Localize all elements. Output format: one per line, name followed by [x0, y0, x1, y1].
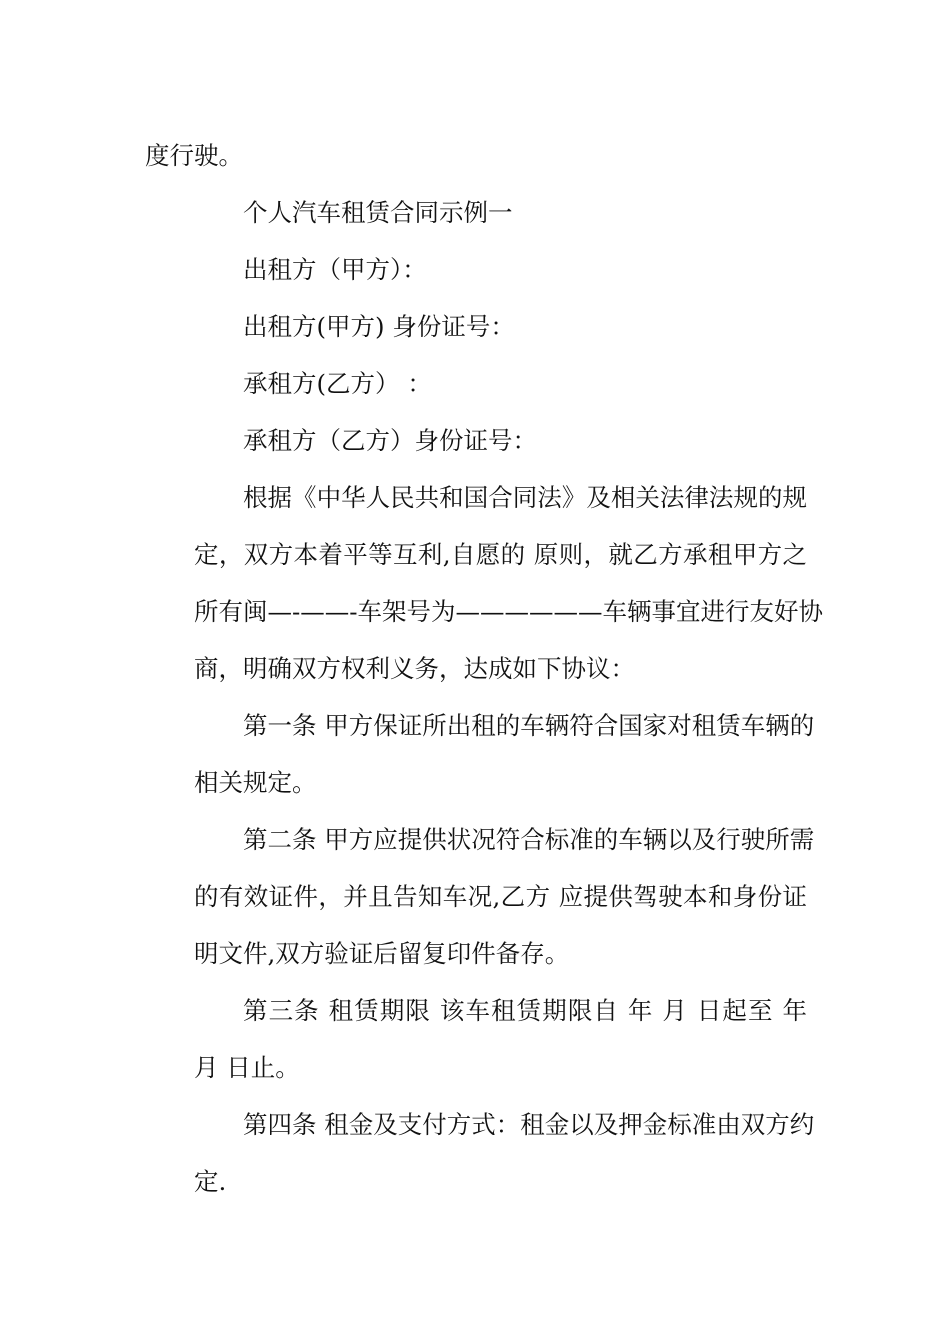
text-line: 承租方（乙方）身份证号：: [243, 426, 537, 455]
text-line: 月 日止。: [194, 1053, 300, 1082]
document-body: [145, 127, 824, 1210]
article-2: [145, 811, 815, 982]
paragraph-continuation: [145, 127, 807, 184]
text-line: 出租方(甲方) 身份证号：: [243, 312, 515, 341]
preamble-paragraph: [145, 469, 824, 697]
text-line: 根据《中华人民共和国合同法》及相关法律法规的规: [243, 483, 807, 512]
text-line: 所有闽—-——-车架号为——————车辆事宜进行友好协: [194, 597, 824, 626]
text-line: 个人汽车租赁合同示例一: [243, 198, 513, 227]
text-line: 第四条 租金及支付方式：租金以及押金标准由双方约: [243, 1110, 815, 1139]
text-line: 第一条 甲方保证所出租的车辆符合国家对租赁车辆的: [243, 711, 815, 740]
lessor-field: [145, 241, 807, 298]
text-line: 第三条 租赁期限 该车租赁期限自 年 月 日起至 年: [243, 996, 807, 1025]
text-line: 相关规定。: [194, 768, 317, 797]
contract-title: [145, 184, 807, 241]
text-line: 的有效证件，并且告知车况,乙方 应提供驾驶本和身份证: [194, 882, 807, 911]
text-line: 定.: [194, 1167, 227, 1196]
text-line: 出租方（甲方）：: [243, 255, 427, 284]
article-1: [145, 697, 815, 811]
lessee-field: [145, 355, 807, 412]
article-3: [145, 982, 807, 1096]
lessee-id-field: [145, 412, 807, 469]
text-line: 商，明确双方权利义务，达成如下协议：: [194, 654, 635, 683]
article-4: [145, 1096, 815, 1210]
text-line: 承租方(乙方） ：: [243, 369, 432, 398]
text-line: 第二条 甲方应提供状况符合标准的车辆以及行驶所需: [243, 825, 815, 854]
text-line: 定，双方本着平等互利,自愿的 原则，就乙方承租甲方之: [194, 540, 807, 569]
text-line: 明文件,双方验证后留复印件备存。: [194, 939, 570, 968]
lessor-id-field: [145, 298, 807, 355]
text-line: 度行驶。: [145, 141, 243, 170]
